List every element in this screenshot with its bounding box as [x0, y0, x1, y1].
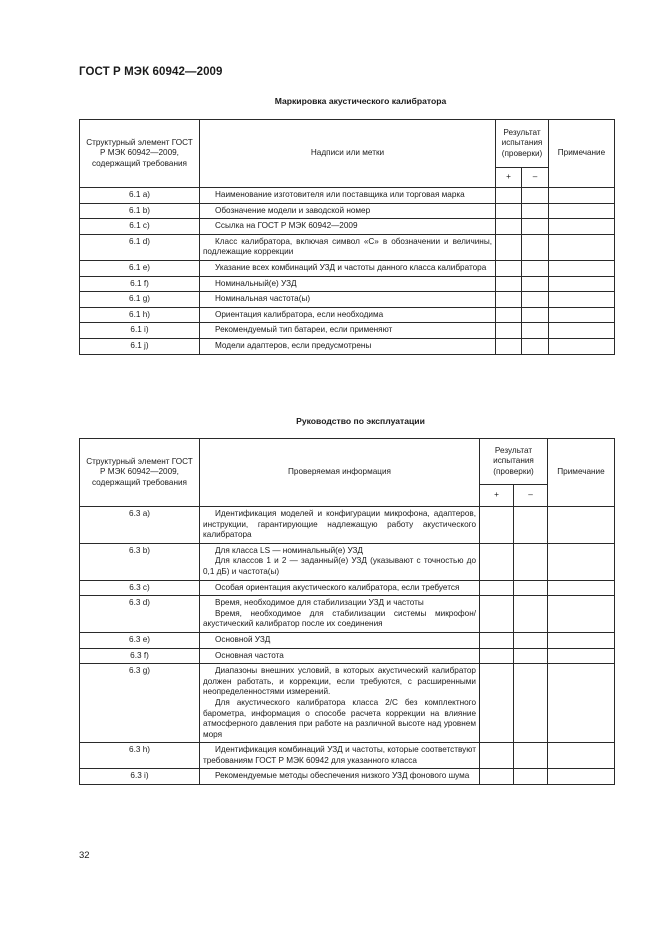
- requirement-line: Наименование изготовителя или поставщика или торговая марка: [215, 190, 465, 199]
- note-cell: [548, 743, 615, 769]
- col-header-element: Структурный элемент ГОСТ Р МЭК 60942—2009, содержащий требования: [80, 439, 200, 507]
- note-cell: [548, 648, 615, 664]
- result-minus-cell: [514, 648, 548, 664]
- result-plus-cell: [496, 234, 522, 260]
- note-cell: [548, 664, 615, 743]
- table-row: [80, 188, 615, 204]
- clause-ref: 6.3 i): [80, 769, 200, 785]
- result-minus-cell: [522, 323, 549, 339]
- col-header-note: Примечание: [548, 439, 615, 507]
- requirement-text: [200, 260, 496, 276]
- requirement-text: [200, 543, 480, 580]
- requirement-text: [200, 648, 480, 664]
- table-row: [80, 507, 615, 544]
- table-row: [80, 276, 615, 292]
- requirement-text: [200, 323, 496, 339]
- requirement-text: [200, 234, 496, 260]
- result-minus-cell: [522, 292, 549, 308]
- requirement-line: Время, необходимое для стабилизации УЗД и частоты: [215, 598, 424, 608]
- result-plus-cell: [480, 648, 514, 664]
- note-cell: [548, 543, 615, 580]
- table-row: [80, 234, 615, 260]
- clause-ref: 6.3 g): [80, 664, 200, 743]
- table-row: [80, 743, 615, 769]
- clause-ref: 6.1 a): [80, 188, 200, 204]
- result-minus-cell: [514, 664, 548, 743]
- requirement-line: Идентификация комбинаций УЗД и частоты, которые соответствуют требованиям ГОСТ Р МЭК 60942 для указанного класса: [203, 745, 476, 765]
- requirement-line: Для классов 1 и 2 — заданный(е) УЗД (указывают с точностью до 0,1 дБ) и частота(ы): [203, 556, 476, 576]
- requirement-line: Идентификация моделей и конфигурации микрофона, адаптеров, инструкции, гарантирующие надлежащую работу акустического калибратора: [203, 509, 476, 540]
- note-cell: [548, 769, 615, 785]
- result-plus-cell: [496, 338, 522, 354]
- result-plus-cell: [480, 507, 514, 544]
- requirement-text: [200, 188, 496, 204]
- result-minus-cell: [522, 219, 549, 235]
- col-header-content: Проверяемая информация: [200, 439, 480, 507]
- requirement-line: Обозначение модели и заводской номер: [215, 205, 371, 215]
- table-row: [80, 203, 615, 219]
- requirement-line: Ориентация калибратора, если необходима: [215, 309, 384, 319]
- requirement-text: [200, 664, 480, 743]
- clause-ref: 6.1 d): [80, 234, 200, 260]
- result-plus-cell: [480, 743, 514, 769]
- requirement-text: [200, 632, 480, 648]
- requirement-line: Указание всех комбинаций УЗД и частоты данного класса калибратора: [215, 262, 487, 272]
- result-plus-cell: [480, 769, 514, 785]
- clause-ref: 6.1 j): [80, 338, 200, 354]
- table-row: [80, 307, 615, 323]
- col-header-note: Примечание: [549, 120, 615, 188]
- requirement-line: Класс калибратора, включая символ «С» в обозначении и величины, подлежащие коррекции: [203, 236, 492, 257]
- result-minus-cell: [514, 580, 548, 596]
- table-row: [80, 338, 615, 354]
- requirement-line: Номинальная частота(ы): [215, 294, 311, 304]
- requirement-line: Ссылка на ГОСТ Р МЭК 60942—2009: [215, 221, 358, 231]
- result-minus-cell: [522, 276, 549, 292]
- clause-ref: 6.1 c): [80, 219, 200, 235]
- clause-ref: 6.1 b): [80, 203, 200, 219]
- note-cell: [549, 219, 615, 235]
- requirement-text: [200, 596, 480, 633]
- result-plus-cell: [496, 203, 522, 219]
- clause-ref: 6.3 e): [80, 632, 200, 648]
- col-header-content: Надписи или метки: [200, 120, 496, 188]
- result-minus-cell: [522, 203, 549, 219]
- clause-ref: 6.3 c): [80, 580, 200, 596]
- clause-ref: 6.1 f): [80, 276, 200, 292]
- note-cell: [549, 234, 615, 260]
- note-cell: [548, 507, 615, 544]
- requirement-line: Время, необходимое для стабилизации системы микрофон/акустический калибратор после их соединения: [203, 608, 476, 629]
- note-cell: [548, 580, 615, 596]
- manual-table: [79, 438, 615, 785]
- page-number: 32: [79, 850, 90, 861]
- requirement-text: [200, 203, 496, 219]
- result-plus-cell: [496, 307, 522, 323]
- table-row: [80, 596, 615, 633]
- result-minus-cell: [522, 260, 549, 276]
- table-row: [80, 219, 615, 235]
- result-minus-cell: [522, 307, 549, 323]
- requirement-line: Диапазоны внешних условий, в которых акустический калибратор должен работать, и коррекции, если требуются, с расширенными неопределенностями измерений.: [203, 666, 476, 697]
- note-cell: [549, 323, 615, 339]
- result-plus-cell: [496, 188, 522, 204]
- note-cell: [549, 260, 615, 276]
- requirement-text: [200, 580, 480, 596]
- result-minus-cell: [514, 543, 548, 580]
- requirement-line: Модели адаптеров, если предусмотрены: [215, 340, 372, 350]
- result-minus-cell: [522, 234, 549, 260]
- col-header-plus: +: [496, 168, 522, 188]
- table-row: [80, 323, 615, 339]
- standard-title: ГОСТ Р МЭК 60942—2009: [79, 66, 223, 78]
- note-cell: [549, 203, 615, 219]
- requirement-text: [200, 276, 496, 292]
- col-header-element: Структурный элемент ГОСТ Р МЭК 60942—2009, содержащий требования: [80, 120, 200, 188]
- note-cell: [549, 307, 615, 323]
- result-minus-cell: [514, 743, 548, 769]
- note-cell: [548, 632, 615, 648]
- requirement-line: Основная частота: [215, 650, 284, 660]
- requirement-line: Для акустического калибратора класса 2/С без комплектного барометра, информация о способе расчета коррекции на влияние атмосферного давления при работе на различной высоте над уровнем моря: [203, 697, 476, 739]
- requirement-line: Рекомендуемый тип батареи, если применяют: [215, 325, 393, 335]
- table-row: [80, 580, 615, 596]
- requirement-text: [200, 743, 480, 769]
- clause-ref: 6.1 i): [80, 323, 200, 339]
- note-cell: [549, 338, 615, 354]
- result-minus-cell: [522, 188, 549, 204]
- requirement-text: [200, 307, 496, 323]
- clause-ref: 6.3 f): [80, 648, 200, 664]
- note-cell: [549, 292, 615, 308]
- requirement-text: [200, 292, 496, 308]
- clause-ref: 6.3 b): [80, 543, 200, 580]
- result-plus-cell: [480, 664, 514, 743]
- requirement-text: [200, 338, 496, 354]
- result-plus-cell: [480, 596, 514, 633]
- note-cell: [549, 276, 615, 292]
- col-header-result: Результат испытания (проверки): [480, 439, 548, 485]
- note-cell: [548, 596, 615, 633]
- result-plus-cell: [480, 632, 514, 648]
- section-title-manual: Руководство по эксплуатации: [296, 416, 425, 426]
- result-minus-cell: [514, 596, 548, 633]
- col-header-plus: +: [480, 485, 514, 507]
- table-row: [80, 632, 615, 648]
- result-plus-cell: [480, 580, 514, 596]
- requirement-line: Номинальный(е) УЗД: [215, 278, 297, 288]
- requirement-text: [200, 769, 480, 785]
- result-minus-cell: [514, 507, 548, 544]
- col-header-result: Результат испытания (проверки): [496, 120, 549, 168]
- clause-ref: 6.3 d): [80, 596, 200, 633]
- table-row: [80, 292, 615, 308]
- clause-ref: 6.1 g): [80, 292, 200, 308]
- result-plus-cell: [496, 276, 522, 292]
- requirement-line: Рекомендуемые методы обеспечения низкого УЗД фонового шума: [215, 771, 470, 781]
- clause-ref: 6.1 h): [80, 307, 200, 323]
- result-minus-cell: [522, 338, 549, 354]
- section-title-marking: Маркировка акустического калибратора: [274, 96, 447, 106]
- requirement-line: Для класса LS — номинальный(е) УЗД: [215, 545, 363, 555]
- table-row: [80, 260, 615, 276]
- table-row: [80, 543, 615, 580]
- requirement-line: Особая ориентация акустического калибратора, если требуется: [215, 582, 460, 592]
- requirement-line: Основной УЗД: [215, 634, 271, 644]
- result-plus-cell: [496, 219, 522, 235]
- clause-ref: 6.3 h): [80, 743, 200, 769]
- result-plus-cell: [496, 260, 522, 276]
- note-cell: [549, 188, 615, 204]
- clause-ref: 6.1 e): [80, 260, 200, 276]
- result-plus-cell: [496, 292, 522, 308]
- marking-table: [79, 119, 615, 355]
- col-header-minus: –: [522, 168, 549, 188]
- result-minus-cell: [514, 632, 548, 648]
- table-row: [80, 648, 615, 664]
- requirement-text: [200, 219, 496, 235]
- requirement-text: [200, 507, 480, 544]
- table-row: [80, 664, 615, 743]
- clause-ref: 6.3 a): [80, 507, 200, 544]
- result-plus-cell: [496, 323, 522, 339]
- table-row: [80, 769, 615, 785]
- result-plus-cell: [480, 543, 514, 580]
- result-minus-cell: [514, 769, 548, 785]
- col-header-minus: –: [514, 485, 548, 507]
